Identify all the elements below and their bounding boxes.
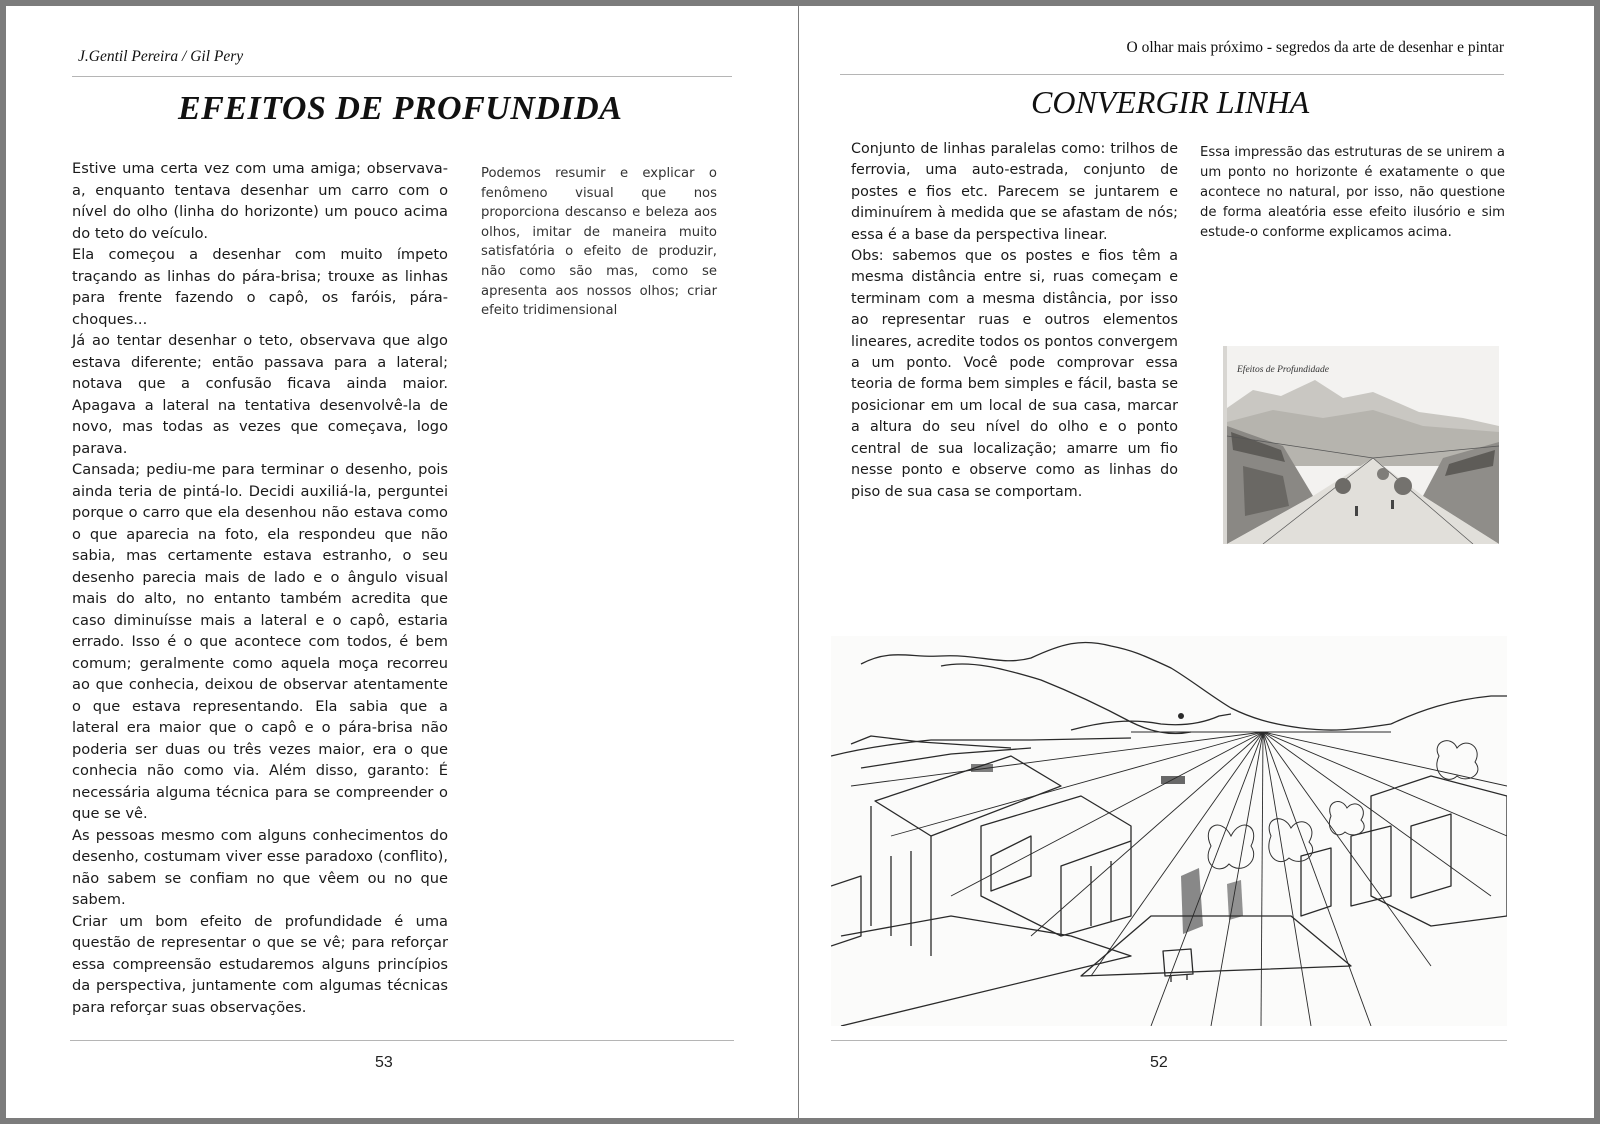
right-paragraph-2: Obs: sabemos que os postes e fios têm a mesma distância entre si, ruas começam e terminam com a mesma distância, por isso ao representar ruas e outros elementos lineares, acredite todos os pontos convergem a um ponto. Você pode comprovar essa teoria de forma bem simples e fácil, basta se posicionar em um local de sua casa, marcar a altura do seu nível do olho e o ponto central de sua localização; amarre um fio nesse ponto e observe como as linhas do piso de sua casa se comportam. bbox=[851, 248, 1178, 500]
left-column-1 bbox=[72, 158, 448, 1018]
right-page-number: 52 bbox=[1150, 1054, 1168, 1071]
left-page-number: 53 bbox=[375, 1054, 393, 1071]
left-paragraph-5: As pessoas mesmo com alguns conhecimentos do desenho, costumam viver esse paradoxo (conflito), não sabem se confiam no que vêem ou no que sabem. bbox=[72, 826, 448, 908]
left-paragraph-1: Estive uma certa vez com uma amiga; observava-a, enquanto tentava desenhar um carro com o nível do olho (linha do horizonte) um pouco acima do teto do veículo. bbox=[72, 160, 448, 242]
right-page bbox=[799, 6, 1594, 1118]
perspective-street-sketch bbox=[831, 636, 1507, 1026]
left-paragraph-3: Já ao tentar desenhar o teto, observava que algo estava diferente; então passava para a lateral; notava que a confusão ficava ainda maior. Apagava a lateral na tentativa desenvolvê-la de novo, mas todas as vezes que começava, logo parava. bbox=[72, 332, 448, 457]
right-header-rule bbox=[840, 74, 1504, 75]
left-header-rule bbox=[72, 76, 732, 77]
right-column-2-text: Essa impressão das estruturas de se unirem a um ponto no horizonte é exatamente o que acontece no natural, por isso, não questione de forma aleatória esse efeito ilusório e sim estude-o conforme explicamos acima. bbox=[1200, 145, 1505, 240]
left-column-2 bbox=[481, 164, 717, 321]
right-column-2 bbox=[1200, 143, 1505, 243]
left-paragraph-6: Criar um bom efeito de profundidade é uma questão de representar o que se vê; para reforçar essa compreensão estudaremos alguns princípios da perspectiva, juntamente com algumas técnicas para reforçar suas observações. bbox=[72, 912, 448, 1016]
large-sketch-drawing bbox=[831, 636, 1507, 1026]
left-page-title: EFEITOS DE PROFUNDIDA bbox=[178, 90, 623, 127]
small-sketch-drawing bbox=[1223, 346, 1499, 544]
left-page bbox=[6, 6, 798, 1118]
left-paragraph-2: Ela começou a desenhar com muito ímpeto traçando as linhas do pára-brisa; trouxe as linhas para frente fazendo o capô, os faróis, pára-choques... bbox=[72, 246, 448, 328]
left-page-header: J.Gentil Pereira / Gil Pery bbox=[78, 48, 244, 65]
right-paragraph-1: Conjunto de linhas paralelas como: trilhos de ferrovia, uma auto-estrada, conjunto de postes e fios etc. Parecem se juntarem e diminuírem à medida que se afastam de nós; essa é a base da perspectiva linear. bbox=[851, 141, 1178, 243]
left-paragraph-4: Cansada; pediu-me para terminar o desenho, pois ainda teria de pintá-lo. Decidi auxiliá-la, perguntei porque o carro que ela desenhou não estava como o que aparecia na foto, ela respondeu que não sabia, mas certamente estava estranho, o seu desenho parecia mais de lado e o ângulo visual mais do alto, no entanto também acredita que caso diminuísse mais a lateral e o capô, estaria errado. Isso é o que acontece com todos, é bem comum; geralmente como aquela moça recorreu ao que conhecia, deixou de observar atentamente o que estava representando. Ela sabia que a lateral era maior que o capô e o pára-brisa não poderia ser duas ou três vezes maior, era o que conhecia não como via. Além disso, garanto: É necessária alguma técnica para se compreender o que se vê. bbox=[72, 461, 448, 822]
right-column-1 bbox=[851, 139, 1178, 503]
right-footer-rule bbox=[831, 1040, 1507, 1041]
small-sketch-caption: Efeitos de Profundidade bbox=[1237, 365, 1329, 375]
left-footer-rule bbox=[70, 1040, 734, 1041]
right-page-header: O olhar mais próximo - segredos da arte de desenhar e pintar bbox=[1126, 39, 1504, 56]
right-page-title: CONVERGIR LINHA bbox=[1031, 84, 1310, 120]
left-column-2-text: Podemos resumir e explicar o fenômeno visual que nos proporciona descanso e beleza aos olhos, imitar de maneira muito satisfatória o efeito de produzir, não como são mas, como se apresenta aos nossos olhos; criar efeito tridimensional bbox=[481, 166, 717, 319]
small-landscape-sketch bbox=[1223, 346, 1499, 544]
